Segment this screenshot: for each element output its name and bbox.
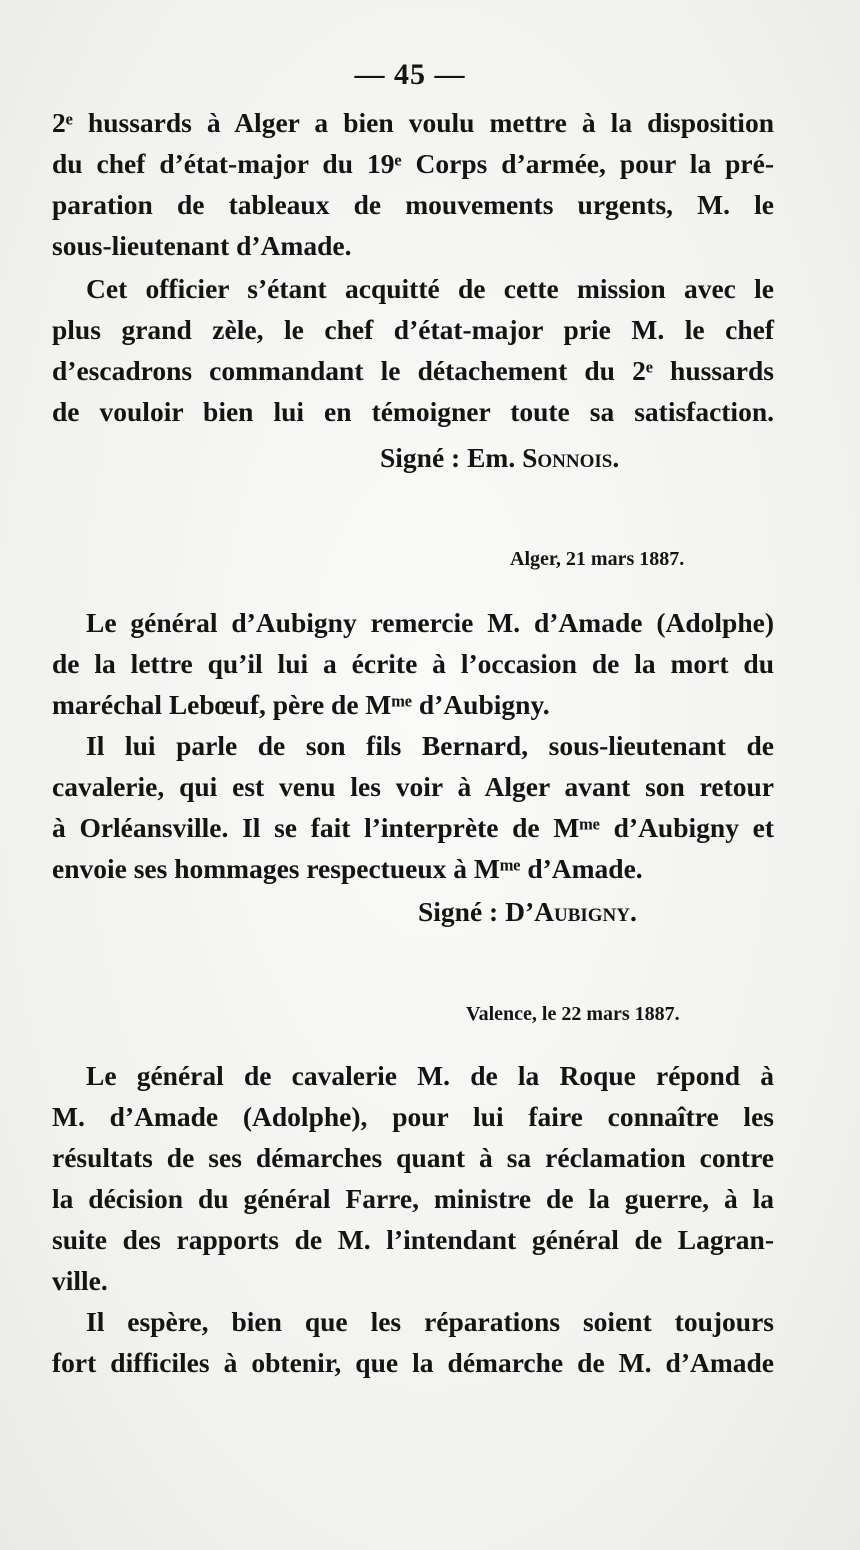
date-line-valence: Valence, le 22 mars 1887. [466,1003,680,1025]
paragraph-roque-1 [52,1055,774,1301]
text-line: suite des rapports de M. l’intendant général de Lagran- [52,1224,774,1255]
text-line: fort difficiles à obtenir, que la démarche de M. d’Amade [52,1347,774,1378]
text-line: ville. [52,1265,108,1296]
signature-sonnois [380,442,619,474]
text-line: de vouloir bien lui en témoigner toute sa satisfaction. [52,396,774,427]
text-line: résultats de ses démarches quant à sa réclamation contre [52,1142,774,1173]
text-line: envoie ses hommages respectueux à Mᵐᵉ d’Amade. [52,853,643,884]
text-line: 2ᵉ hussards à Alger a bien voulu mettre à la disposition [52,107,774,138]
paragraph-aubigny-2 [52,725,774,889]
text-line: Il espère, bien que les réparations soient toujours [86,1306,774,1337]
text-line: Le général d’Aubigny remercie M. d’Amade (Adolphe) [86,607,774,638]
signature-prefix: Signé : [418,896,506,927]
text-line: Il lui parle de son fils Bernard, sous-lieutenant de [86,730,774,761]
paragraph-officer [52,268,774,432]
text-line: cavalerie, qui est venu les voir à Alger avant son retour [52,771,774,802]
text-line: Le général de cavalerie M. de la Roque répond à [86,1060,774,1091]
paragraph-aubigny-1 [52,602,774,725]
signature-name: D’Aubigny. [505,896,637,927]
text-line: maréchal Lebœuf, père de Mᵐᵉ d’Aubigny. [52,689,550,720]
paragraph-continuation [52,102,774,266]
signature-name: Sonnois. [522,442,620,473]
text-line: Cet officier s’étant acquitté de cette mission avec le [86,273,774,304]
paragraph-roque-2 [52,1301,774,1383]
text-line: d’escadrons commandant le détachement du 2ᵉ hussards [52,355,774,386]
date-line-alger: Alger, 21 mars 1887. [510,548,685,570]
text-line: paration de tableaux de mouvements urgents, M. le [52,189,774,220]
signature-aubigny [418,896,637,928]
text-line: à Orléansville. Il se fait l’interprète de Mᵐᵉ d’Aubigny et [52,812,774,843]
text-line: de la lettre qu’il lui a écrite à l’occasion de la mort du [52,648,774,679]
text-line: sous-lieutenant d’Amade. [52,230,352,261]
signature-prefix: Signé : Em. [380,442,523,473]
text-line: plus grand zèle, le chef d’état-major prie M. le chef [52,314,774,345]
text-line: du chef d’état-major du 19ᵉ Corps d’armée, pour la pré- [52,148,774,179]
text-line: M. d’Amade (Adolphe), pour lui faire connaître les [52,1101,774,1132]
page-number: — 45 — [354,58,466,91]
text-line: la décision du général Farre, ministre de la guerre, à la [52,1183,774,1214]
